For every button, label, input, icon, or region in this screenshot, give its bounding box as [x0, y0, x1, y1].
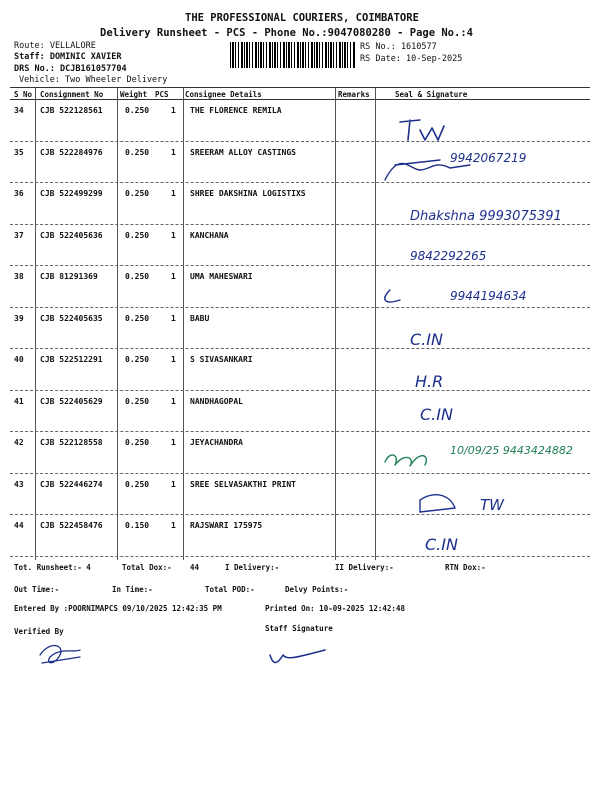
col-sno: S No	[14, 90, 33, 99]
row-weight: 0.150	[125, 521, 150, 530]
handwritten-row-37: 9842292265	[410, 249, 487, 263]
row-consignment-no: CJB 81291369	[40, 272, 98, 281]
vehicle-label: Vehicle: Two Wheeler Delivery	[19, 75, 168, 85]
row-sno: 44	[14, 521, 24, 530]
row-weight: 0.250	[125, 189, 150, 198]
row-pcs: 1	[171, 313, 176, 323]
row-consignee: THE FLORENCE REMILA	[190, 106, 282, 115]
table-top-rule	[10, 87, 590, 88]
col-consignee: Consignee Details	[185, 90, 262, 99]
barcode	[230, 42, 355, 68]
col-seal: Seal & Signature	[395, 90, 468, 99]
row-pcs: 1	[171, 396, 176, 406]
row-sno: 41	[14, 396, 24, 406]
handwritten-phone-35: 9942067219	[450, 151, 527, 165]
in-time: In Time:-	[112, 585, 153, 594]
row-pcs: 1	[171, 230, 176, 240]
col-remarks: Remarks	[338, 90, 370, 99]
route-label: Route: VELLALORE	[14, 41, 96, 51]
staff-signature	[265, 640, 335, 670]
row-pcs: 1	[171, 479, 176, 489]
handwritten-row-36: Dhakshna 9993075391	[410, 209, 562, 224]
row-sno: 36	[14, 189, 24, 198]
signature-row-38	[385, 290, 400, 302]
ii-delivery: II Delivery:-	[335, 563, 394, 572]
row-consignment-no: CJB 522458476	[40, 521, 103, 530]
row-consignment-no: CJB 522405629	[40, 396, 103, 406]
runsheet-subtitle: Delivery Runsheet - PCS - Phone No.:9047080280 - Page No.:4	[100, 27, 473, 39]
row-consignment-no: CJB 522446274	[40, 479, 103, 489]
row-consignment-no: CJB 522512291	[40, 355, 103, 364]
row-consignee: RAJSWARI 175975	[190, 521, 263, 530]
row-sno: 39	[14, 313, 24, 323]
row-consignee: JEYACHANDRA	[190, 438, 243, 447]
staff-signature-label: Staff Signature	[265, 624, 333, 633]
row-consignment-no: CJB 522405635	[40, 313, 103, 323]
signature-row-43	[420, 495, 455, 512]
row-pcs: 1	[171, 272, 176, 281]
row-consignee: KANCHANA	[190, 230, 229, 240]
row-weight: 0.250	[125, 355, 150, 364]
total-dox-value: 44	[190, 563, 200, 572]
rtn-dox: RTN Dox:-	[445, 563, 486, 572]
entered-by: Entered By :POORNIMAPCS 09/10/2025 12:42:35 PM	[14, 604, 222, 613]
handwritten-row-38: 9944194634	[450, 289, 527, 303]
col-consignment: Consignment No	[40, 90, 104, 99]
col-pcs: PCS	[155, 90, 169, 99]
row-sno: 37	[14, 230, 24, 240]
row-consignment-no: CJB 522284976	[40, 147, 103, 157]
row-weight: 0.250	[125, 479, 150, 489]
row-sno: 38	[14, 272, 24, 281]
row-consignee: BABU	[190, 313, 210, 323]
row-sno: 40	[14, 355, 24, 364]
handwritten-row-42: 10/09/25 9443424882	[450, 444, 573, 457]
row-pcs: 1	[171, 106, 176, 115]
row-weight: 0.250	[125, 230, 150, 240]
signature-row-34	[400, 120, 444, 140]
row-consignee: SREERAM ALLOY CASTINGS	[190, 147, 296, 157]
row-consignee: SHREE DAKSHINA LOGISTIXS	[190, 189, 306, 198]
total-pod: Total POD:-	[205, 585, 255, 594]
rs-no-label: RS No.: 1610577	[360, 42, 437, 52]
row-consignee: SREE SELVASAKTHI PRINT	[190, 479, 296, 489]
row-consignment-no: CJB 522128561	[40, 106, 103, 115]
company-title: THE PROFESSIONAL COURIERS, COIMBATORE	[185, 12, 419, 24]
row-consignee: UMA MAHESWARI	[190, 272, 253, 281]
row-consignee: S SIVASANKARI	[190, 355, 253, 364]
total-dox-label: Total Dox:-	[122, 563, 172, 572]
row-consignment-no: CJB 522128558	[40, 438, 103, 447]
row-pcs: 1	[171, 147, 176, 157]
verified-by: Verified By	[14, 627, 64, 636]
i-delivery: I Delivery:-	[225, 563, 280, 572]
row-weight: 0.250	[125, 147, 150, 157]
delvy-points: Delvy Points:-	[285, 585, 349, 594]
row-weight: 0.250	[125, 106, 150, 115]
tot-runsheet: Tot. Runsheet:- 4	[14, 563, 91, 572]
handwritten-signatures	[380, 100, 600, 560]
handwritten-row-43: TW	[480, 496, 504, 514]
row-sno: 43	[14, 479, 24, 489]
verified-signature	[30, 635, 100, 675]
row-pcs: 1	[171, 355, 176, 364]
row-pcs: 1	[171, 189, 176, 198]
row-weight: 0.250	[125, 396, 150, 406]
row-sno: 35	[14, 147, 24, 157]
row-consignee: NANDHAGOPAL	[190, 396, 243, 406]
signature-row-42	[385, 455, 426, 466]
handwritten-row-41: C.IN	[420, 405, 453, 424]
row-pcs: 1	[171, 438, 176, 447]
rs-date-label: RS Date: 10-Sep-2025	[360, 54, 463, 64]
row-consignment-no: CJB 522499299	[40, 189, 103, 198]
row-weight: 0.250	[125, 272, 150, 281]
col-weight: Weight	[120, 90, 148, 99]
row-sno: 34	[14, 106, 24, 115]
out-time: Out Time:-	[14, 585, 60, 594]
printed-on: Printed On: 10-09-2025 12:42:48	[265, 604, 405, 613]
staff-label: Staff: DOMINIC XAVIER	[14, 52, 122, 62]
handwritten-row-44: C.IN	[425, 535, 458, 554]
handwritten-row-40: H.R	[415, 372, 444, 391]
drs-label: DRS No.: DCJB161057704	[14, 64, 127, 74]
row-consignment-no: CJB 522405636	[40, 230, 103, 240]
row-weight: 0.250	[125, 438, 150, 447]
row-sno: 42	[14, 438, 24, 447]
row-weight: 0.250	[125, 313, 150, 323]
row-pcs: 1	[171, 521, 176, 530]
handwritten-row-39: C.IN	[410, 330, 443, 349]
